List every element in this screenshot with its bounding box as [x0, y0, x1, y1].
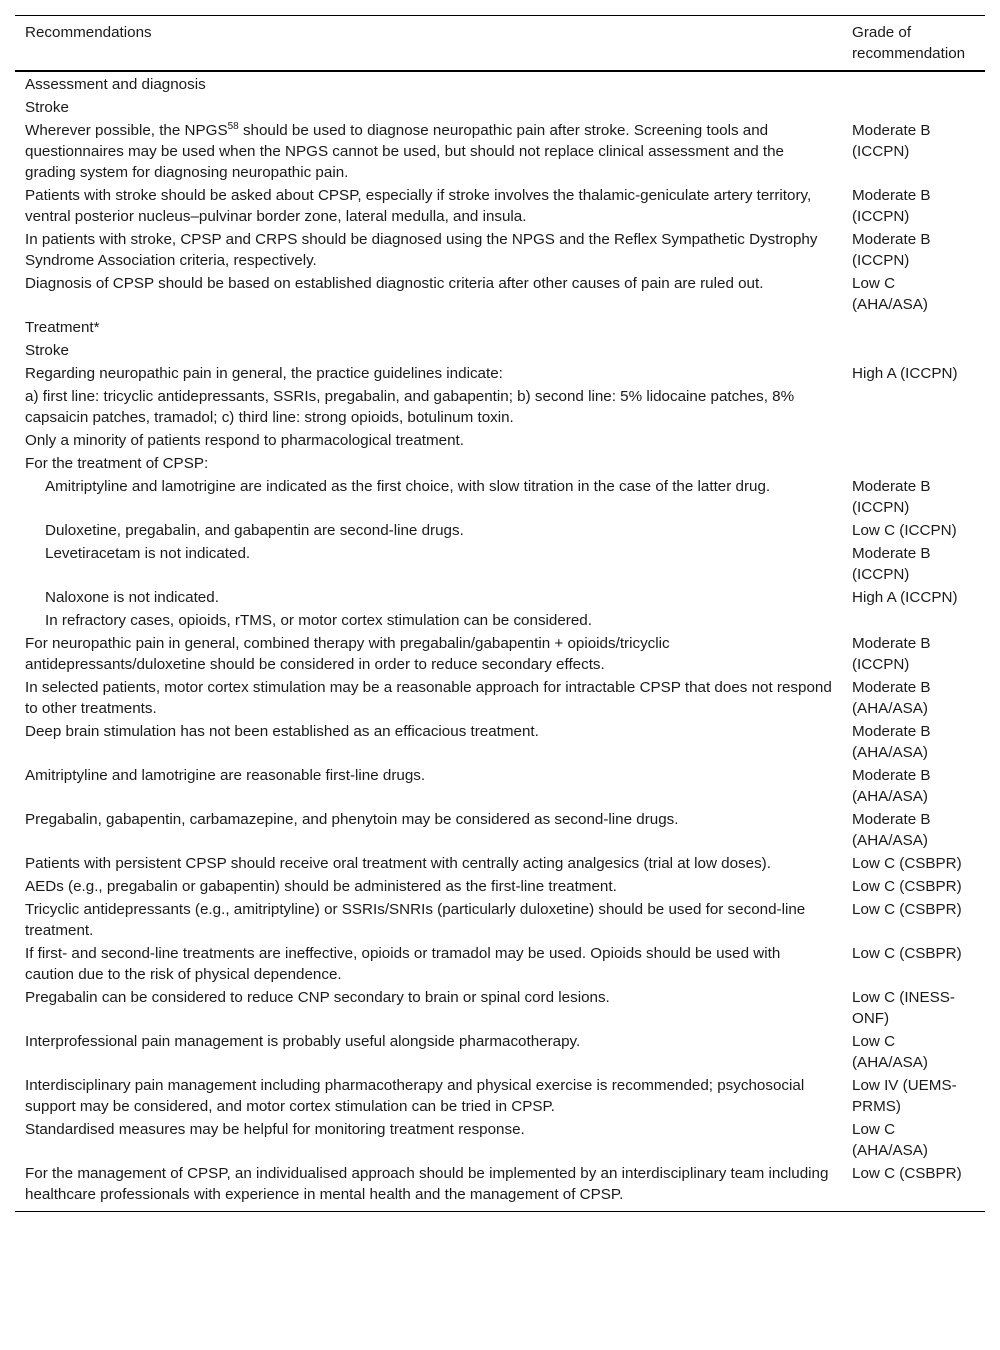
recommendations-table: [15, 15, 985, 1212]
grade-cell: Low C (AHA/ASA): [852, 1121, 928, 1159]
table-row: [15, 430, 985, 453]
recommendation-cell: Patients with stroke should be asked about CPSP, especially if stroke involves the thalamic-geniculate artery territory, ventral posterior nucleus–pulvinar border zone, lateral medulla, and insula.: [25, 187, 812, 225]
table-header-row: [15, 16, 985, 72]
recommendation-cell-indented: Naloxone is not indicated.: [45, 589, 219, 606]
recommendation-cell: [15, 120, 842, 185]
grade-cell: Low C (ICCPN): [852, 522, 957, 539]
table-row: [15, 453, 985, 476]
table-row: [15, 120, 985, 185]
grade-cell: Low C (CSBPR): [852, 878, 962, 895]
grade-cell: Low C (AHA/ASA): [852, 275, 928, 313]
table-row: [15, 1031, 985, 1075]
recommendation-cell: Pregabalin, gabapentin, carbamazepine, and phenytoin may be considered as second-line drugs.: [25, 811, 679, 828]
recommendation-cell: Amitriptyline and lamotrigine are reasonable first-line drugs.: [25, 767, 426, 784]
table-row: [15, 340, 985, 363]
grade-cell: Moderate B (ICCPN): [852, 231, 931, 269]
recommendation-cell: In selected patients, motor cortex stimulation may be a reasonable approach for intractable CPSP that does not respond to other treatments.: [25, 679, 832, 717]
recommendation-cell: Pregabalin can be considered to reduce CNP secondary to brain or spinal cord lesions.: [25, 989, 610, 1006]
table-row: [15, 853, 985, 876]
grade-cell: Moderate B (AHA/ASA): [852, 811, 931, 849]
table-row: [15, 633, 985, 677]
recommendation-cell: Patients with persistent CPSP should receive oral treatment with centrally acting analgesics (trial at low doses).: [25, 855, 771, 872]
table-row: [15, 386, 985, 430]
table-row: [15, 610, 985, 633]
grade-cell: [842, 340, 985, 363]
grade-cell: [842, 610, 985, 633]
grade-cell: Moderate B (ICCPN): [852, 478, 931, 516]
recommendation-cell: Diagnosis of CPSP should be based on established diagnostic criteria after other causes of pain are ruled out.: [25, 275, 764, 292]
reference-superscript: 58: [227, 121, 239, 132]
recommendation-cell: Interdisciplinary pain management including pharmacotherapy and physical exercise is recommended; psychosocial support may be considered, and motor cortex stimulation can be tried in CPSP.: [25, 1077, 805, 1115]
grade-cell: Moderate B (ICCPN): [852, 122, 931, 160]
table-row: [15, 229, 985, 273]
recommendation-cell: Deep brain stimulation has not been established as an efficacious treatment.: [25, 723, 539, 740]
table-row: [15, 273, 985, 317]
grade-cell: Moderate B (AHA/ASA): [852, 767, 931, 805]
recommendations-table-container: [15, 15, 985, 1212]
recommendation-text: should be used to diagnose neuropathic pain after stroke. Screening tools and questionnaires may be used when the NPGS cannot be used, but should not replace clinical assessment and the grading system for diagnosing neuropathic pain.: [25, 122, 784, 181]
grade-cell: Low IV (UEMS-PRMS): [852, 1077, 957, 1115]
recommendation-cell: For the treatment of CPSP:: [25, 455, 209, 472]
grade-cell: [842, 97, 985, 120]
table-row: [15, 765, 985, 809]
grade-cell: [842, 71, 985, 97]
table-row: [15, 943, 985, 987]
recommendation-cell: For the management of CPSP, an individualised approach should be implemented by an interdisciplinary team including healthcare professionals with experience in mental health and the management of CPSP.: [15, 1163, 842, 1212]
grade-cell: Low C (CSBPR): [852, 855, 962, 872]
table-row: [15, 520, 985, 543]
table-row: [15, 809, 985, 853]
table-row: [15, 1075, 985, 1119]
table-row: [15, 721, 985, 765]
grade-cell: Moderate B (AHA/ASA): [852, 723, 931, 761]
recommendation-cell: Standardised measures may be helpful for monitoring treatment response.: [25, 1121, 525, 1138]
table-row: [15, 97, 985, 120]
table-row: [15, 587, 985, 610]
recommendation-cell-indented: Amitriptyline and lamotrigine are indicated as the first choice, with slow titration in the case of the latter drug.: [45, 478, 771, 495]
grade-cell: [842, 317, 985, 340]
grade-cell: Low C (CSBPR): [842, 1163, 985, 1212]
recommendation-cell: a) first line: tricyclic antidepressants, SSRIs, pregabalin, and gabapentin; b) second line: 5% lidocaine patches, 8% capsaicin patches, tramadol; c) third line: strong opioids, botulinum toxin.: [25, 388, 795, 426]
table-row: [15, 1163, 985, 1212]
table-row: [15, 317, 985, 340]
grade-cell: [842, 453, 985, 476]
recommendation-cell: In patients with stroke, CPSP and CRPS should be diagnosed using the NPGS and the Reflex Sympathetic Dystrophy Syndrome Association criteria, respectively.: [25, 231, 818, 269]
table-row: [15, 987, 985, 1031]
table-row: [15, 476, 985, 520]
grade-cell: Moderate B (AHA/ASA): [852, 679, 931, 717]
header-grade: Grade of recommendation: [842, 16, 985, 72]
table-row: [15, 677, 985, 721]
subsection-heading: Stroke: [25, 99, 69, 116]
recommendation-cell-indented: Levetiracetam is not indicated.: [45, 545, 251, 562]
section-heading: Treatment*: [25, 319, 100, 336]
recommendation-cell: For neuropathic pain in general, combined therapy with pregabalin/gabapentin + opioids/tricyclic antidepressants/duloxetine should be considered in order to reduce secondary effects.: [25, 635, 670, 673]
recommendation-cell-indented: Duloxetine, pregabalin, and gabapentin are second-line drugs.: [45, 522, 464, 539]
recommendation-cell: Regarding neuropathic pain in general, the practice guidelines indicate:: [25, 365, 503, 382]
recommendation-cell: Only a minority of patients respond to pharmacological treatment.: [25, 432, 464, 449]
grade-cell: High A (ICCPN): [852, 589, 958, 606]
table-row: [15, 363, 985, 386]
table-row: [15, 543, 985, 587]
grade-cell: Moderate B (ICCPN): [852, 635, 931, 673]
grade-cell: Moderate B (ICCPN): [852, 187, 931, 225]
recommendation-cell: Interprofessional pain management is probably useful alongside pharmacotherapy.: [25, 1033, 581, 1050]
recommendation-cell: If first- and second-line treatments are ineffective, opioids or tramadol may be used. Opioids should be used with caution due to the risk of physical dependence.: [25, 945, 781, 983]
recommendation-text: Wherever possible, the NPGS: [25, 122, 228, 139]
grade-cell: Low C (CSBPR): [852, 901, 962, 918]
header-recommendations: Recommendations: [15, 16, 842, 72]
grade-cell: [842, 386, 985, 430]
table-row: [15, 876, 985, 899]
table-row: [15, 185, 985, 229]
subsection-heading: Stroke: [25, 342, 69, 359]
table-row: [15, 899, 985, 943]
grade-cell: [842, 430, 985, 453]
grade-cell: Low C (AHA/ASA): [852, 1033, 928, 1071]
grade-cell: Low C (INESS-ONF): [852, 989, 955, 1027]
recommendation-cell-indented: In refractory cases, opioids, rTMS, or motor cortex stimulation can be considered.: [45, 612, 592, 629]
table-row: [15, 1119, 985, 1163]
recommendation-cell: Tricyclic antidepressants (e.g., amitriptyline) or SSRIs/SNRIs (particularly duloxetine) should be used for second-line treatment.: [25, 901, 806, 939]
recommendation-cell: AEDs (e.g., pregabalin or gabapentin) should be administered as the first-line treatment.: [25, 878, 617, 895]
table-row: [15, 71, 985, 97]
grade-cell: Moderate B (ICCPN): [852, 545, 931, 583]
section-heading: Assessment and diagnosis: [25, 76, 206, 93]
grade-cell: Low C (CSBPR): [852, 945, 962, 962]
grade-cell: High A (ICCPN): [852, 365, 958, 382]
